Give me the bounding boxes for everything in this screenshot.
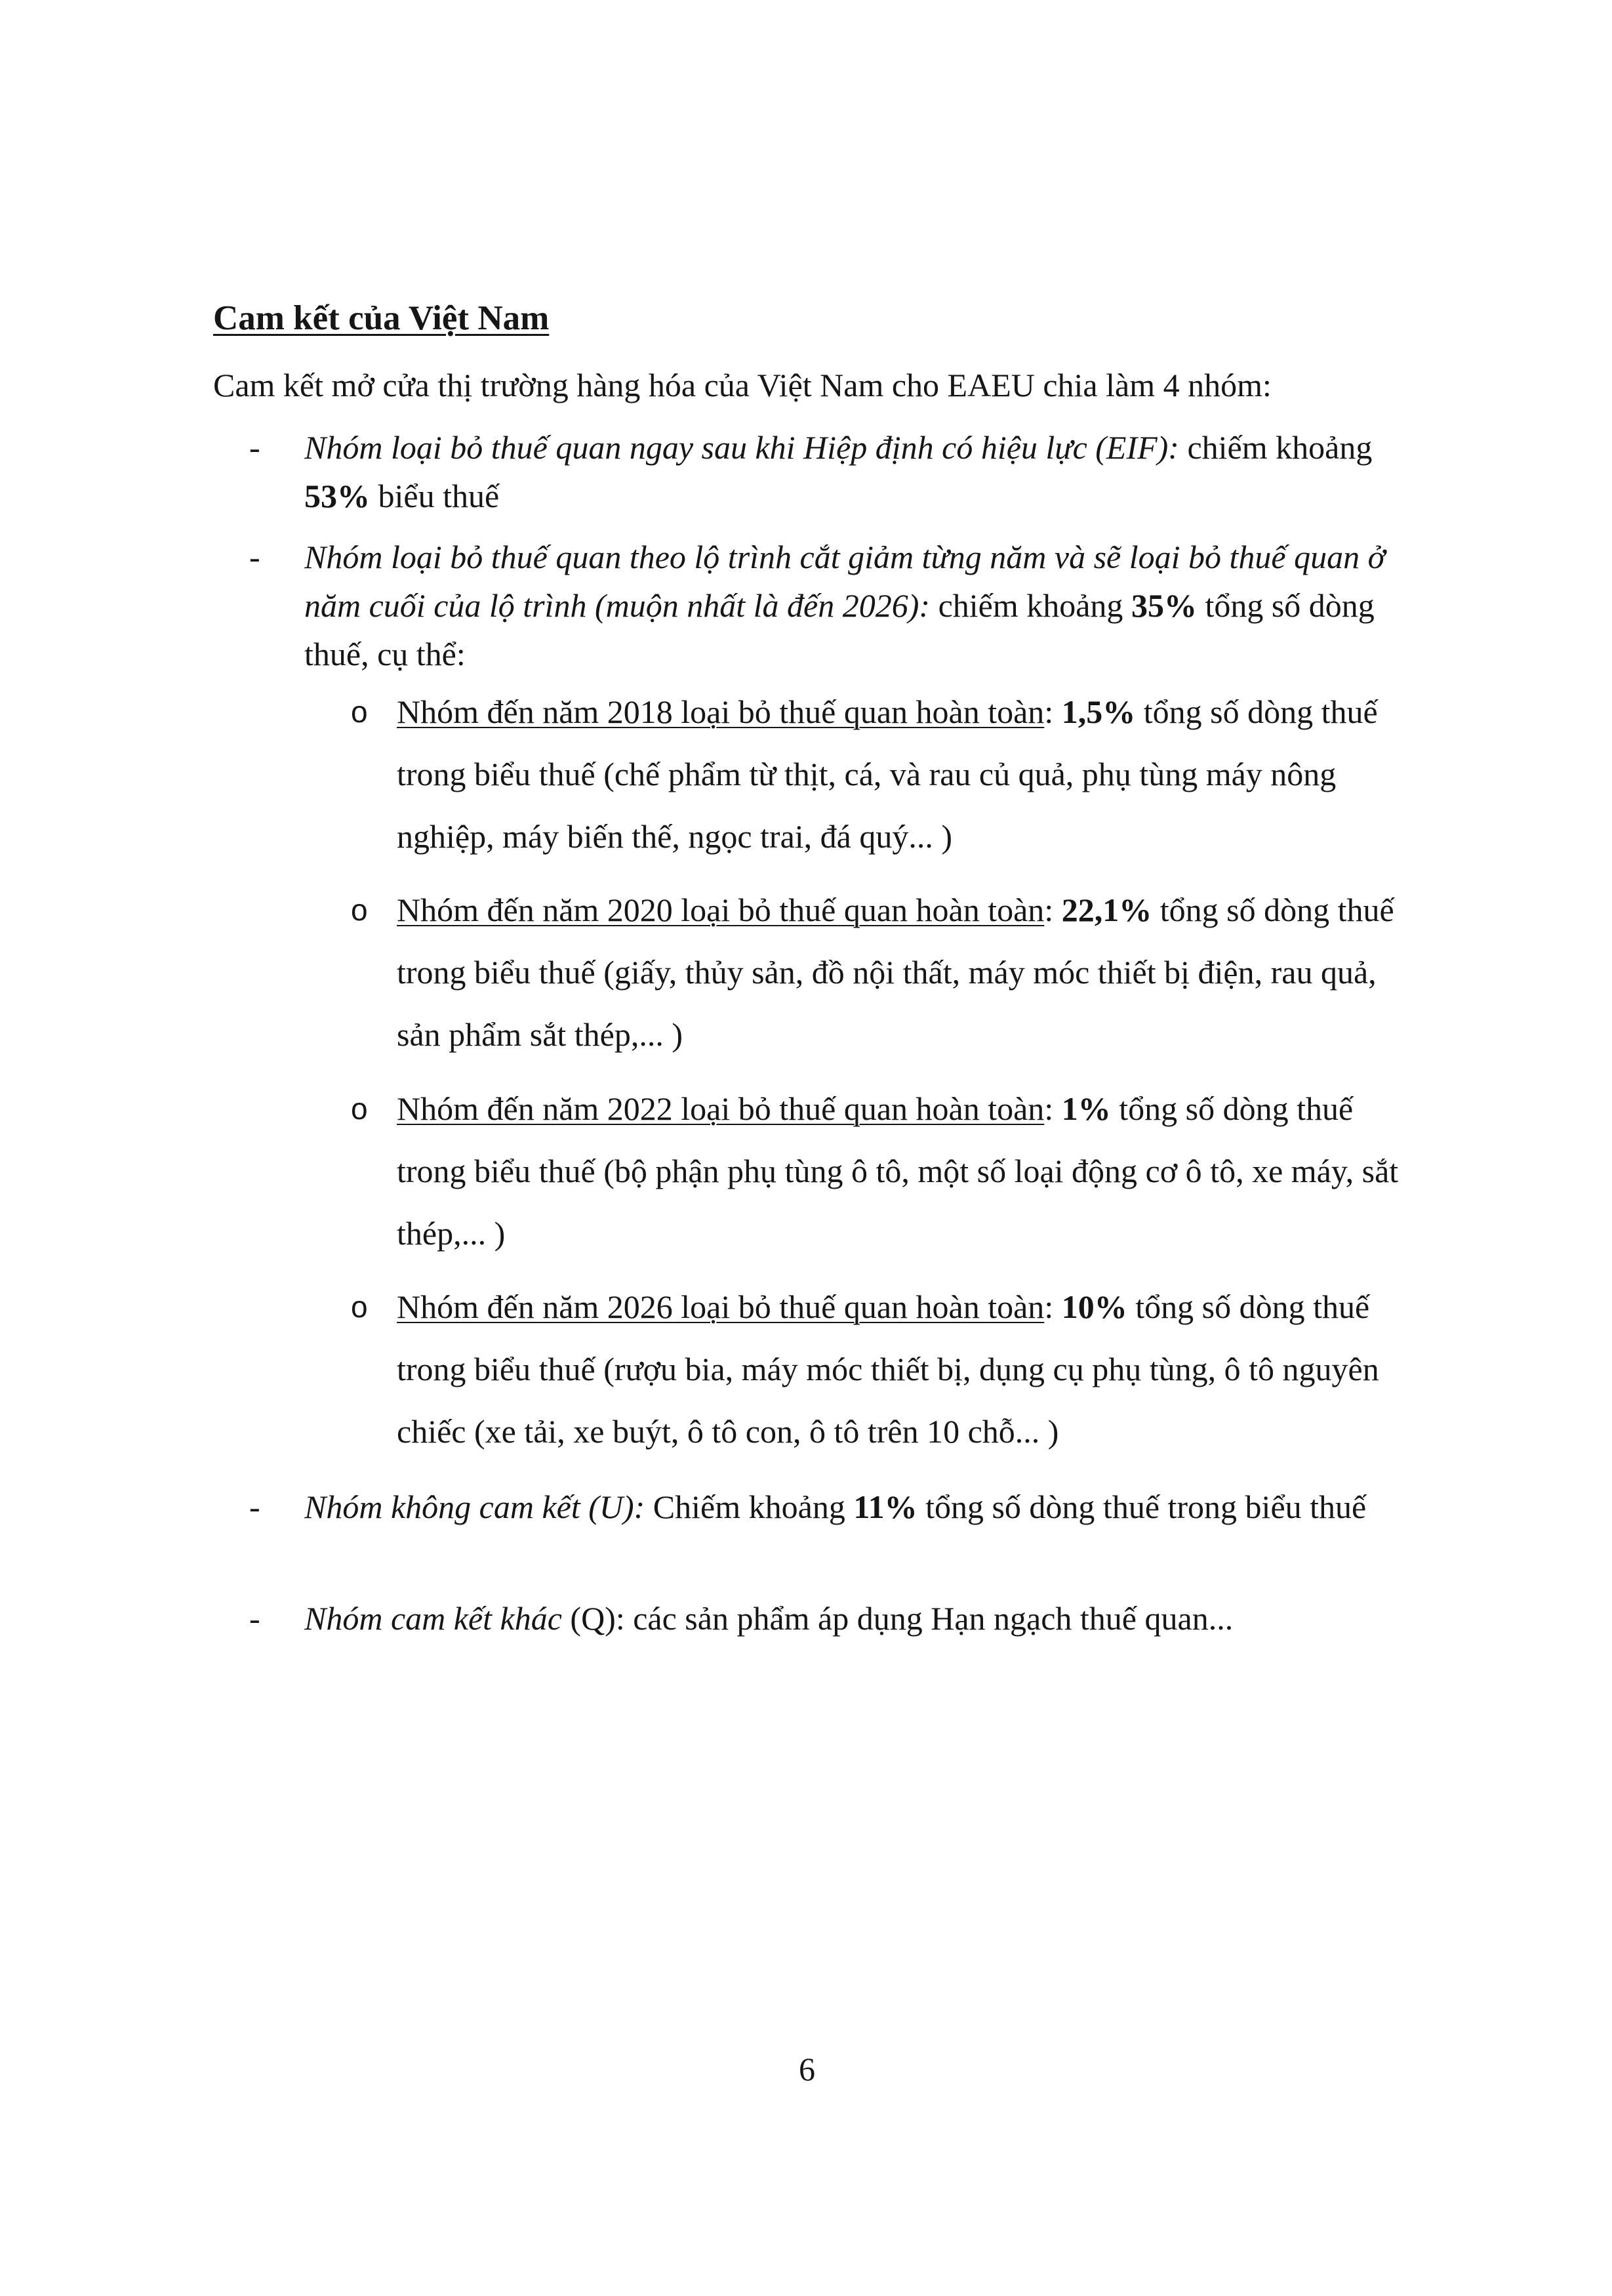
- group-text-after: tổng số dòng thuế trong biểu thuế: [917, 1488, 1367, 1525]
- sub-item-text: tổng số dòng thuế trong biểu thuế (rượu bia, máy móc thiết bị, dụng cụ phụ tùng, ô tô nguyên chiếc (xe tải, xe buýt, ô tô con, ô tô trên 10 chỗ... ): [397, 1288, 1379, 1450]
- group-text: Chiếm khoảng: [645, 1488, 854, 1525]
- group-title: Nhóm loại bỏ thuế quan ngay sau khi Hiệp định có hiệu lực (EIF):: [304, 429, 1179, 466]
- circle-bullet: o: [351, 695, 368, 729]
- group-text: chiếm khoảng: [1179, 429, 1373, 466]
- group-text: (Q): các sản phẩm áp dụng Hạn ngạch thuế quan...: [561, 1600, 1234, 1637]
- circle-bullet: o: [351, 1092, 368, 1126]
- group-text-after: tổng số dòng thuế, cụ thể:: [304, 587, 1375, 672]
- dash-marker: -: [249, 539, 260, 575]
- list-item-group-uncommitted: [249, 1483, 1423, 1531]
- circle-bullet: o: [351, 893, 368, 927]
- intro-paragraph: Cam kết mở cửa thị trường hàng hóa của Việt Nam cho EAEU chia làm 4 nhóm:: [213, 367, 1272, 403]
- sub-item-label: Nhóm đến năm 2026 loại bỏ thuế quan hoàn toàn: [397, 1288, 1045, 1325]
- circle-bullet: o: [351, 1290, 368, 1324]
- sub-item-text: tổng số dòng thuế trong biểu thuế (giấy, thủy sản, đồ nội thất, máy móc thiết bị điện, rau quả, sản phẩm sắt thép,... ): [397, 892, 1394, 1053]
- list-item-group-eif: [249, 423, 1423, 520]
- group-title: Nhóm cam kết khác: [304, 1600, 562, 1637]
- sub-item-2026: o Nhóm đến năm 2026 loại bỏ thuế quan hoàn toàn: 10% tổng số dòng thuế trong biểu thuế (rượu bia, máy móc thiết bị, dụng cụ phụ tùng, ô tô nguyên chiếc (xe tải, xe buýt, ô tô con, ô tô trên 10 chỗ... ): [351, 1276, 1413, 1463]
- list-item-group-schedule: [249, 533, 1423, 678]
- group-value: 53%: [304, 478, 370, 514]
- dash-marker: -: [249, 429, 260, 466]
- group-title: Nhóm không cam kết (U):: [304, 1488, 645, 1525]
- dash-marker: -: [249, 1488, 260, 1525]
- group-value: 11%: [853, 1488, 917, 1525]
- section-heading: Cam kết của Việt Nam: [213, 299, 550, 337]
- group-text-after: biểu thuế: [370, 478, 500, 514]
- list-item-group-other: [249, 1594, 1423, 1643]
- sub-item-text: tổng số dòng thuế trong biểu thuế (bộ phận phụ tùng ô tô, một số loại động cơ ô tô, xe máy, sắt thép,... ): [397, 1090, 1399, 1252]
- group-value: 35%: [1131, 587, 1197, 624]
- dash-marker: -: [249, 1600, 260, 1637]
- sub-item-text: tổng số dòng thuế trong biểu thuế (chế phẩm từ thịt, cá, và rau củ quả, phụ tùng máy nông nghiệp, máy biến thế, ngọc trai, đá quý... ): [397, 693, 1378, 855]
- sub-item-2020: o Nhóm đến năm 2020 loại bỏ thuế quan hoàn toàn: 22,1% tổng số dòng thuế trong biểu thuế (giấy, thủy sản, đồ nội thất, máy móc thiết bị điện, rau quả, sản phẩm sắt thép,... ): [351, 879, 1413, 1066]
- sub-item-2018: o Nhóm đến năm 2018 loại bỏ thuế quan hoàn toàn: 1,5% tổng số dòng thuế trong biểu thuế (chế phẩm từ thịt, cá, và rau củ quả, phụ tùng máy nông nghiệp, máy biến thế, ngọc trai, đá quý... ): [351, 681, 1413, 868]
- group-title: Nhóm loại bỏ thuế quan theo lộ trình cắt giảm từng năm và sẽ loại bỏ thuế quan ở năm cuối của lộ trình (muộn nhất là đến 2026):: [304, 539, 1386, 624]
- sub-item-value: 1,5%: [1061, 693, 1136, 730]
- sub-item-label: Nhóm đến năm 2020 loại bỏ thuế quan hoàn toàn: [397, 892, 1045, 928]
- sub-item-value: 1%: [1061, 1090, 1111, 1127]
- sub-item-label: Nhóm đến năm 2022 loại bỏ thuế quan hoàn toàn: [397, 1090, 1045, 1127]
- sub-item-value: 22,1%: [1061, 892, 1152, 928]
- group-text: chiếm khoảng: [930, 587, 1131, 624]
- sub-item-label: Nhóm đến năm 2018 loại bỏ thuế quan hoàn toàn: [397, 693, 1045, 730]
- page-number: 6: [799, 2051, 815, 2087]
- sub-item-value: 10%: [1061, 1288, 1127, 1325]
- sub-item-2022: o Nhóm đến năm 2022 loại bỏ thuế quan hoàn toàn: 1% tổng số dòng thuế trong biểu thuế (bộ phận phụ tùng ô tô, một số loại động cơ ô tô, xe máy, sắt thép,... ): [351, 1078, 1413, 1265]
